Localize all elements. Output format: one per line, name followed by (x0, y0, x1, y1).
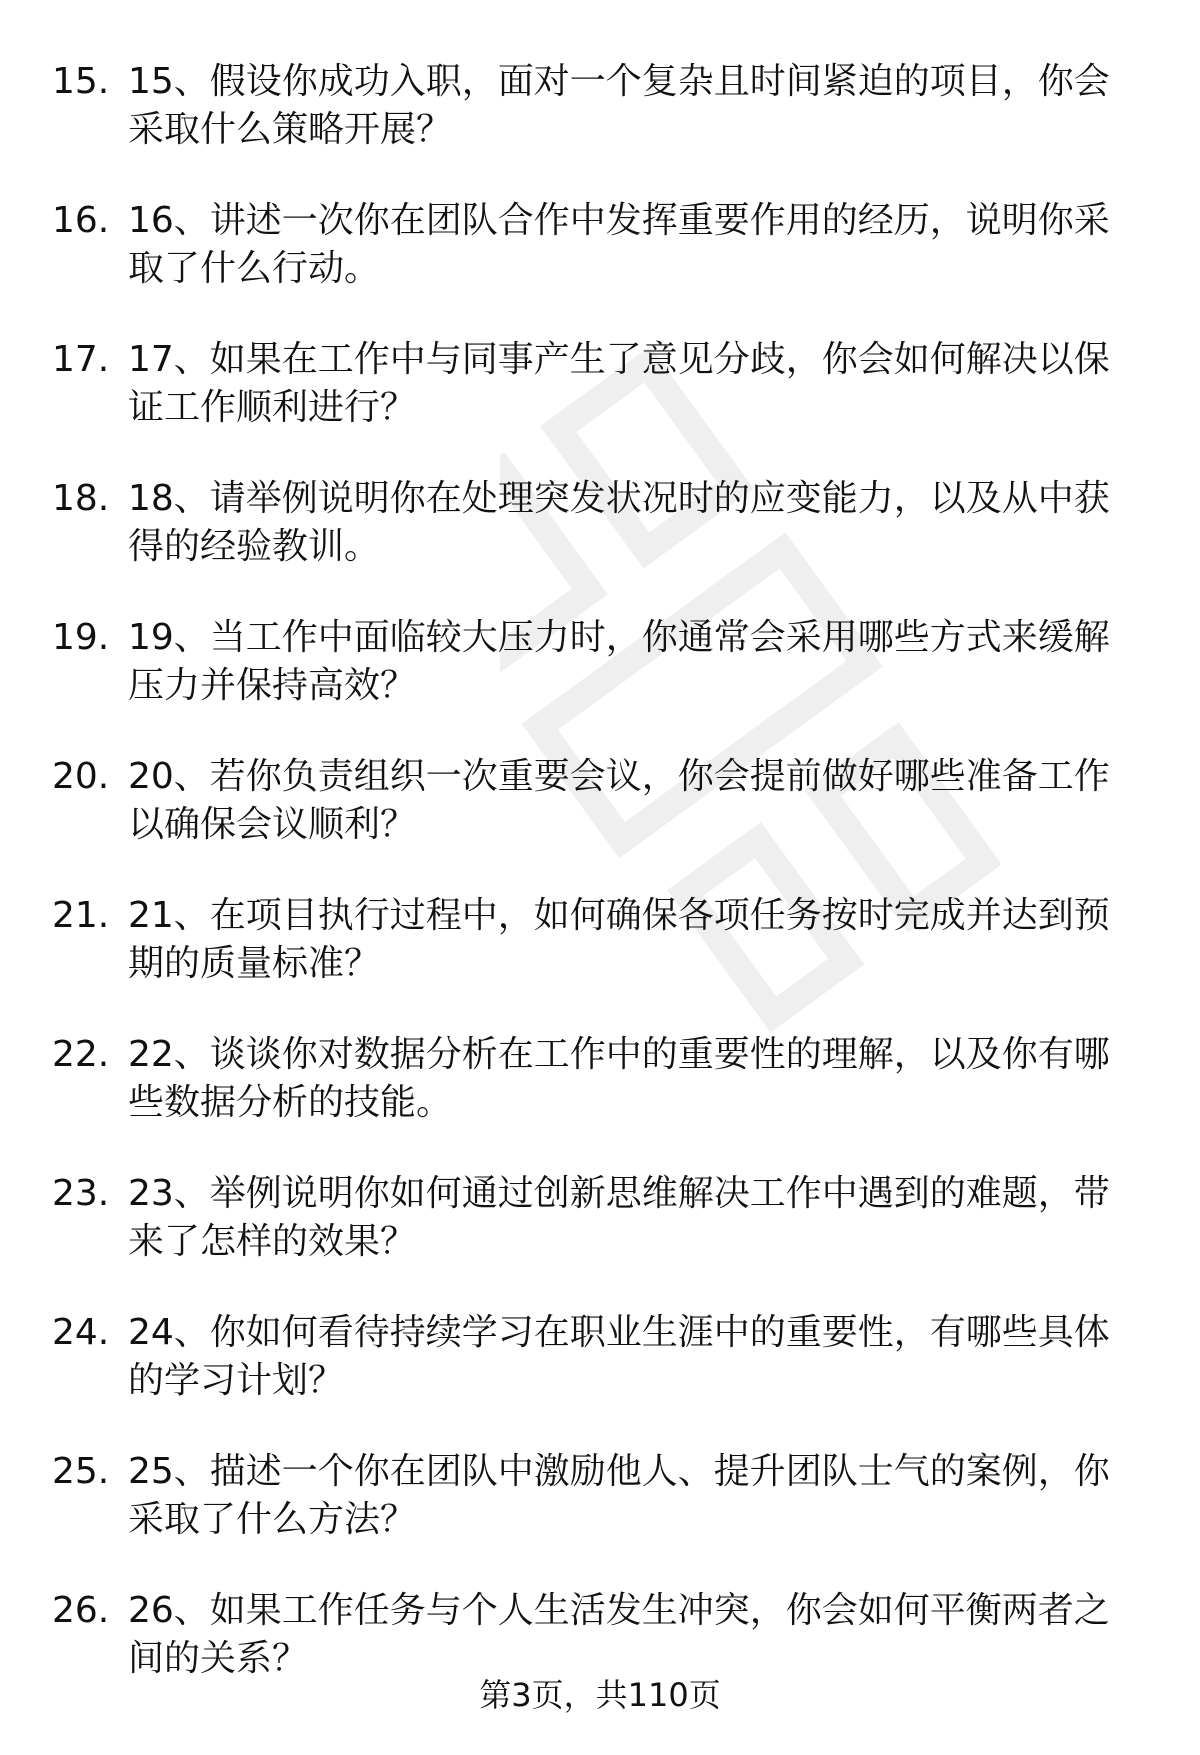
page-number: 第3页，共110页 (479, 1676, 721, 1714)
question-number: 24. (52, 1312, 110, 1353)
question-number: 16. (52, 200, 110, 241)
question-text: 26、如果工作任务与个人生活发生冲突，你会如何平衡两者之间的关系？ (128, 1590, 1110, 1679)
question-text: 19、当工作中面临较大压力时，你通常会采用哪些方式来缓解压力并保持高效？ (128, 617, 1110, 706)
question-text: 20、若你负责组织一次重要会议，你会提前做好哪些准备工作以确保会议顺利？ (128, 756, 1110, 845)
question-number: 17. (52, 339, 110, 380)
list-item (52, 58, 1152, 154)
list-item (52, 892, 1152, 988)
question-number: 22. (52, 1034, 110, 1075)
question-number: 18. (52, 478, 110, 519)
list-item (52, 197, 1152, 293)
question-number: 15. (52, 61, 110, 102)
question-text: 22、谈谈你对数据分析在工作中的重要性的理解，以及你有哪些数据分析的技能。 (128, 1034, 1110, 1123)
list-item (52, 1031, 1152, 1127)
question-text: 24、你如何看待持续学习在职业生涯中的重要性，有哪些具体的学习计划？ (128, 1312, 1110, 1401)
list-item (52, 1309, 1152, 1405)
question-text: 23、举例说明你如何通过创新思维解决工作中遇到的难题，带来了怎样的效果？ (128, 1173, 1110, 1262)
question-number: 20. (52, 756, 110, 797)
list-item (52, 1170, 1152, 1266)
question-text: 25、描述一个你在团队中激励他人、提升团队士气的案例，你采取了什么方法？ (128, 1451, 1110, 1540)
question-text: 21、在项目执行过程中，如何确保各项任务按时完成并达到预期的质量标准？ (128, 895, 1110, 984)
list-item (52, 614, 1152, 710)
question-text: 16、讲述一次你在团队合作中发挥重要作用的经历，说明你采取了什么行动。 (128, 200, 1110, 289)
list-item (52, 1587, 1152, 1683)
question-list (52, 58, 1152, 1726)
question-number: 23. (52, 1173, 110, 1214)
question-text: 15、假设你成功入职，面对一个复杂且时间紧迫的项目，你会采取什么策略开展？ (128, 61, 1110, 150)
list-item (52, 475, 1152, 571)
list-item (52, 753, 1152, 849)
list-item (52, 1448, 1152, 1544)
question-text: 18、请举例说明你在处理突发状况时的应变能力，以及从中获得的经验教训。 (128, 478, 1110, 567)
list-item (52, 336, 1152, 432)
question-number: 19. (52, 617, 110, 658)
question-number: 25. (52, 1451, 110, 1492)
question-number: 26. (52, 1590, 110, 1631)
question-text: 17、如果在工作中与同事产生了意见分歧，你会如何解决以保证工作顺利进行？ (128, 339, 1110, 428)
question-number: 21. (52, 895, 110, 936)
